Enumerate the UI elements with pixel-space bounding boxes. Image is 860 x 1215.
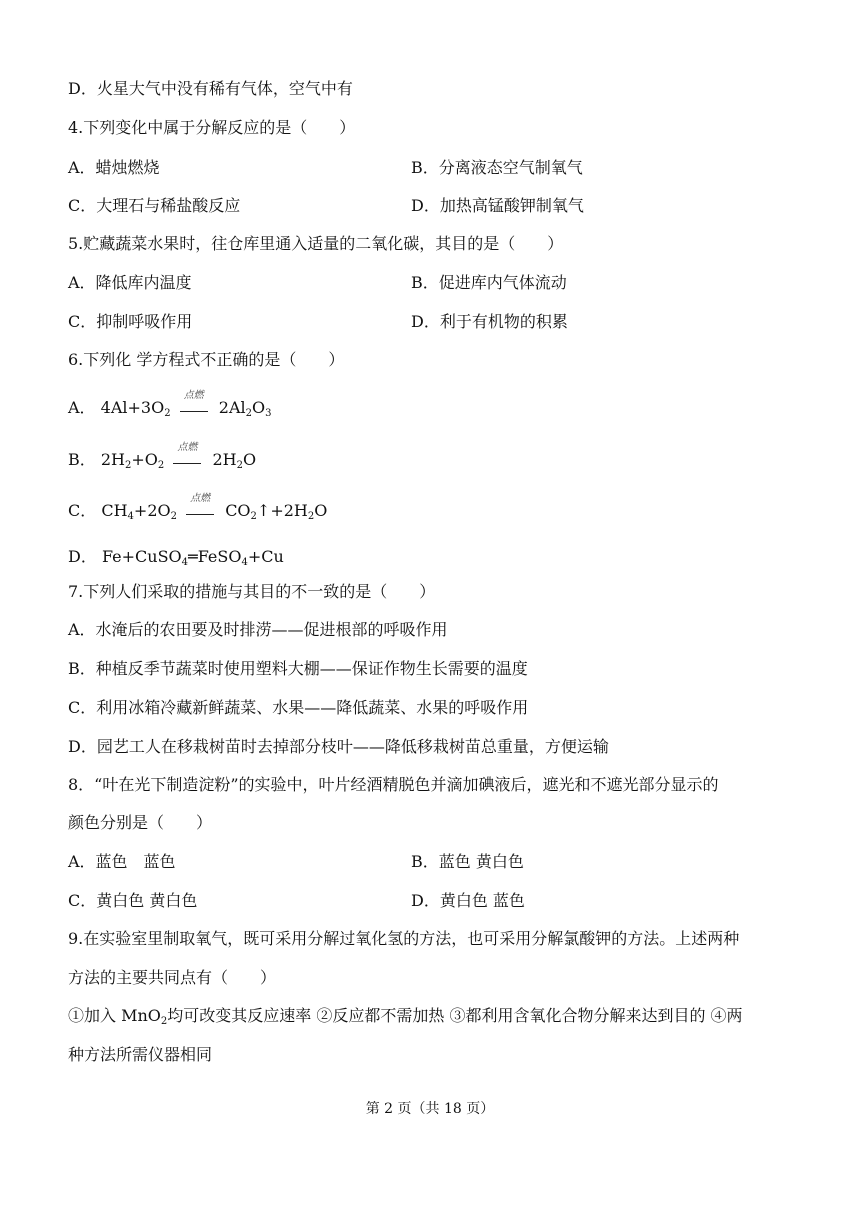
- question-8: 8．“叶在光下制造淀粉”的实验中，叶片经酒精脱色并滴加碘液后，遮光和不遮光部分显示的: [68, 775, 719, 794]
- option-b: B．促进库内气体流动: [411, 273, 567, 292]
- option-text: D．火星大气中没有稀有气体，空气中有: [68, 79, 353, 98]
- option-d: D．园艺工人在移栽树苗时去掉部分枝叶——降低移栽树苗总重量，方便运输: [68, 737, 609, 756]
- option-b: B．蓝色 黄白色: [411, 852, 524, 871]
- reactants: $4Al+3O_2$: [100, 398, 171, 419]
- reactants: $CH_4+2O_2$: [101, 501, 177, 522]
- equation-c: [68, 492, 328, 523]
- equation-d: D． Fe+CuSO$_4$═FeSO$_4$+Cu: [68, 547, 284, 568]
- option-c: C．利用冰箱冷藏新鲜蔬菜、水果——降低蔬菜、水果的呼吸作用: [68, 698, 529, 717]
- question-7: 7.下列人们采取的措施与其目的不一致的是（ ）: [68, 582, 436, 601]
- equation-b: [68, 441, 257, 472]
- equals-sign: ═: [188, 547, 198, 566]
- option-a: A．水淹后的农田要及时排涝——促进根部的呼吸作用: [68, 620, 448, 639]
- question-8-cont: 颜色分别是（ ）: [68, 813, 213, 832]
- option-a: A．降低库内温度: [68, 273, 192, 292]
- option-c: C．抑制呼吸作用: [68, 312, 193, 331]
- question-4: 4.下列变化中属于分解反应的是（ ）: [68, 118, 356, 137]
- option-c: C．大理石与稀盐酸反应: [68, 196, 241, 215]
- reaction-condition: 点燃: [180, 398, 208, 420]
- option-letter: A．: [68, 398, 96, 417]
- option-letter: B．: [68, 450, 96, 469]
- question-9-statements-cont: 种方法所需仪器相同: [68, 1045, 213, 1064]
- option-c: C．黄白色 黄白色: [68, 891, 198, 910]
- option-d: D．黄白色 蓝色: [411, 891, 525, 910]
- question-9: 9.在实验室里制取氧气，既可采用分解过氧化氢的方法，也可采用分解氯酸钾的方法。上述两种: [68, 929, 740, 948]
- products: $2H_2O$: [212, 450, 257, 471]
- equation-a: [68, 389, 272, 420]
- question-6: 6.下列化 学方程式不正确的是（ ）: [68, 350, 345, 369]
- option-b: B．种植反季节蔬菜时使用塑料大棚——保证作物生长需要的温度: [68, 659, 528, 678]
- products: $CO_2↑+2H_2O$: [225, 501, 328, 522]
- option-b: B．分离液态空气制氧气: [411, 158, 583, 177]
- question-5: 5.贮藏蔬菜水果时，往仓库里通入适量的二氧化碳，其目的是（ ）: [68, 234, 564, 253]
- reaction-condition: 点燃: [173, 450, 201, 472]
- option-d: D．加热高锰酸钾制氧气: [411, 196, 584, 215]
- option-a: A．蜡烛燃烧: [68, 158, 160, 177]
- reactants: $2H_2+O_2$: [100, 450, 165, 471]
- reaction-condition: 点燃: [186, 501, 214, 523]
- page-footer: 第 2 页（共 18 页）: [365, 1101, 495, 1117]
- option-letter: C．: [68, 501, 97, 520]
- option-d: D．利于有机物的积累: [411, 312, 568, 331]
- products: $2Al_2O_3$: [218, 398, 272, 419]
- option-letter: D．: [68, 547, 97, 566]
- option-a: A．蓝色 蓝色: [68, 852, 176, 871]
- question-9-cont: 方法的主要共同点有（ ）: [68, 968, 277, 987]
- question-9-statements: ①加入 MnO$_2$均可改变其反应速率 ②反应都不需加热 ③都利用含氧化合物分解来达到目的 ④两: [68, 1006, 743, 1027]
